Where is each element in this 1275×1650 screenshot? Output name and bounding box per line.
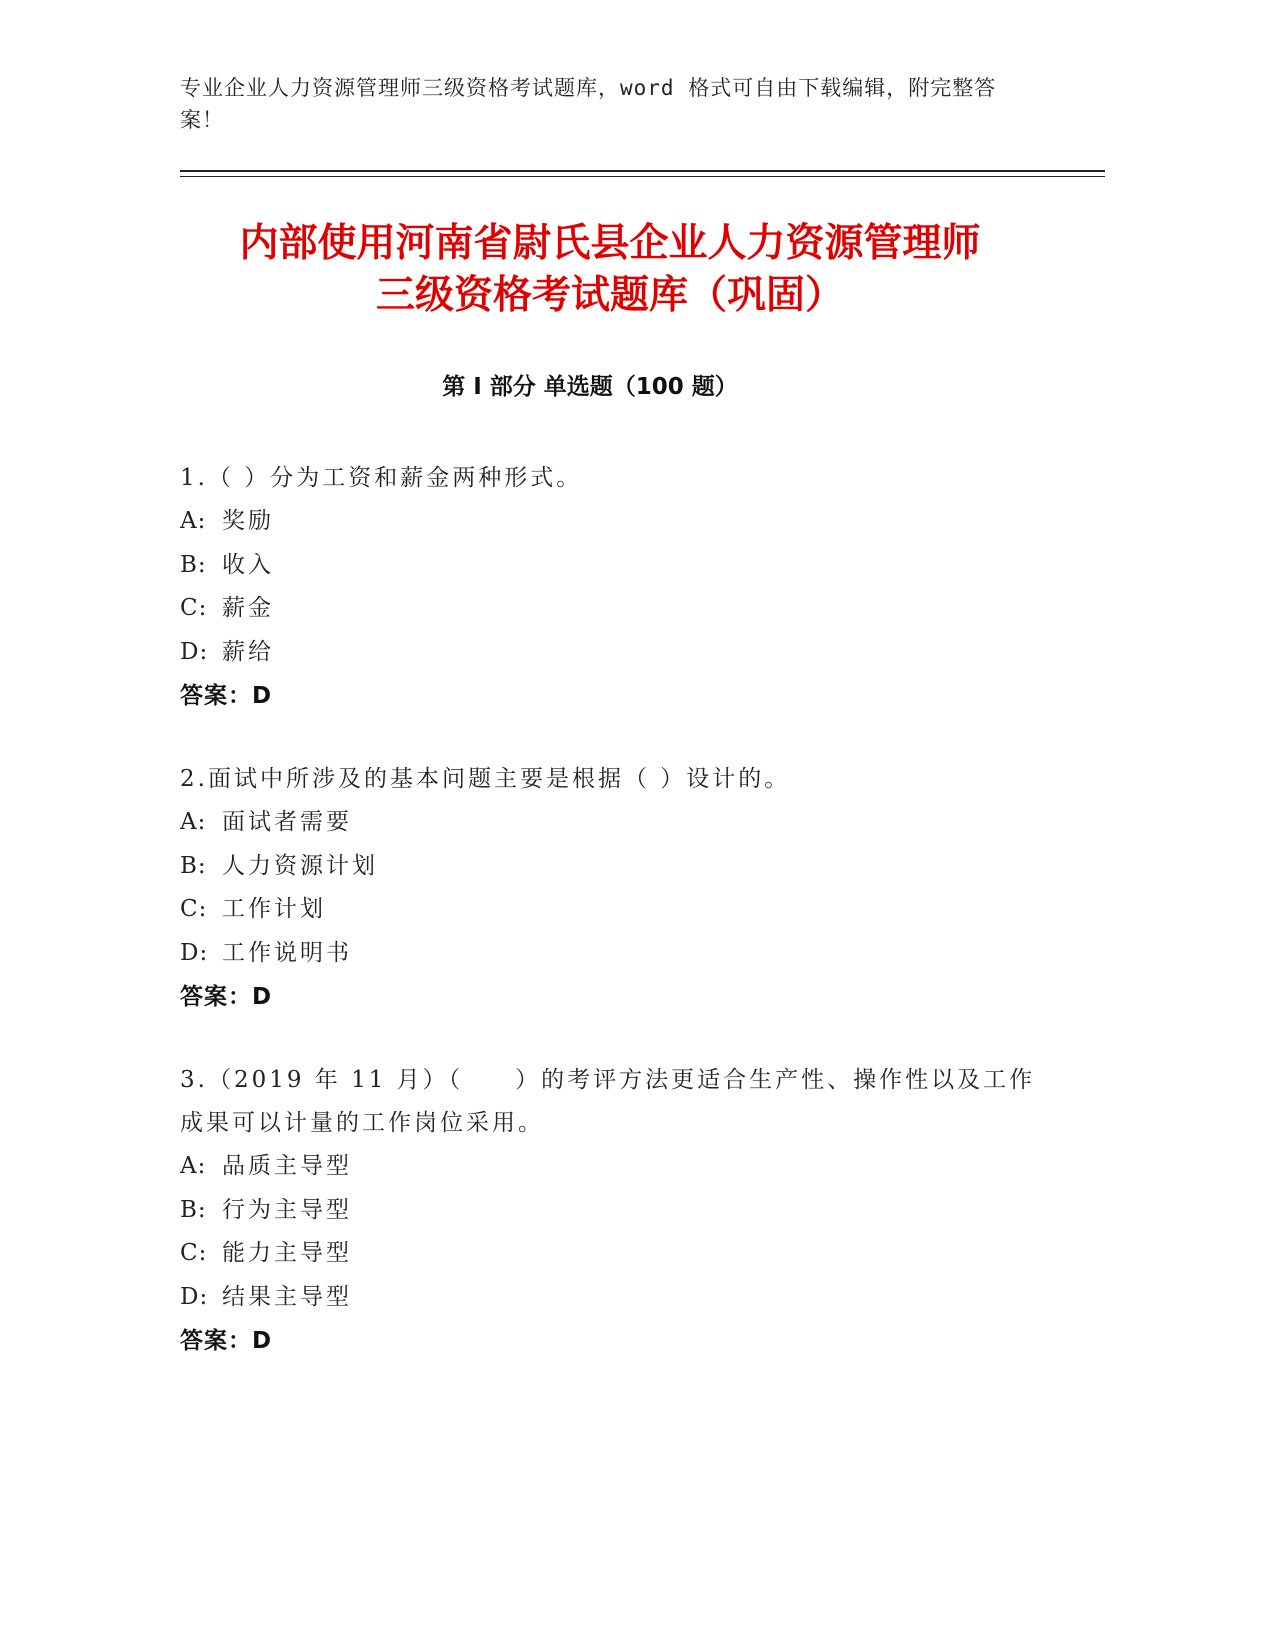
option-text: 薪给	[222, 638, 274, 665]
option-letter: D:	[180, 638, 209, 665]
option-c	[180, 888, 1060, 932]
option-text: 奖励	[222, 508, 274, 534]
option-letter: C:	[180, 595, 208, 621]
option-text: 工作计划	[222, 896, 326, 922]
option-text: 能力主导型	[222, 1240, 352, 1266]
option-a	[180, 500, 1060, 544]
question-2	[180, 758, 1060, 1019]
option-text: 结果主导型	[222, 1283, 352, 1310]
option-d	[180, 631, 1060, 675]
option-text: 人力资源计划	[222, 852, 378, 879]
option-text: 行为主导型	[222, 1196, 352, 1223]
question-list	[180, 457, 1060, 1403]
option-letter: C:	[180, 896, 208, 922]
answer-line: 答案：D	[180, 683, 273, 709]
option-letter: C:	[180, 1240, 208, 1266]
document-title-line-2: 三级资格考试题库（巩固）	[375, 273, 844, 318]
question-1	[180, 457, 1060, 718]
option-text: 收入	[222, 551, 274, 578]
answer-line: 答案：D	[180, 1328, 273, 1354]
option-a	[180, 801, 1060, 845]
question-3	[180, 1059, 1060, 1363]
option-letter: B:	[180, 852, 207, 879]
question-stem: 3.（2019 年 11 月）（ ）的考评方法更适合生产性、操作性以及工作成果可以计量的工作岗位采用。	[180, 1067, 1036, 1136]
option-letter: A:	[180, 1153, 207, 1179]
option-letter: D:	[180, 939, 209, 966]
section-heading: 第 I 部分 单选题（100 题）	[442, 374, 738, 400]
option-letter: A:	[180, 508, 207, 534]
answer-line: 答案：D	[180, 984, 273, 1010]
option-letter: A:	[180, 809, 207, 835]
option-c	[180, 587, 1060, 631]
option-letter: B:	[180, 551, 207, 578]
option-letter: D:	[180, 1283, 209, 1310]
option-letter: B:	[180, 1196, 207, 1223]
header-rule-thin	[180, 176, 1105, 177]
option-a	[180, 1145, 1060, 1189]
option-c	[180, 1232, 1060, 1276]
option-d	[180, 932, 1060, 976]
option-text: 面试者需要	[222, 809, 352, 835]
option-b	[180, 544, 1060, 588]
document-title	[150, 218, 1070, 322]
option-text: 工作说明书	[222, 939, 352, 966]
option-b	[180, 1189, 1060, 1233]
header-note: 专业企业人力资源管理师三级资格考试题库，word 格式可自由下载编辑，附完整答案！	[180, 76, 997, 132]
header-rule-thick	[180, 170, 1105, 172]
option-b	[180, 845, 1060, 889]
question-stem: 1.（ ）分为工资和薪金两种形式。	[180, 465, 583, 491]
option-text: 品质主导型	[222, 1153, 352, 1179]
question-stem: 2.面试中所涉及的基本问题主要是根据（ ）设计的。	[180, 766, 791, 792]
document-title-line-1: 内部使用河南省尉氏县企业人力资源管理师	[239, 221, 981, 266]
option-text: 薪金	[222, 595, 274, 621]
option-d	[180, 1276, 1060, 1320]
